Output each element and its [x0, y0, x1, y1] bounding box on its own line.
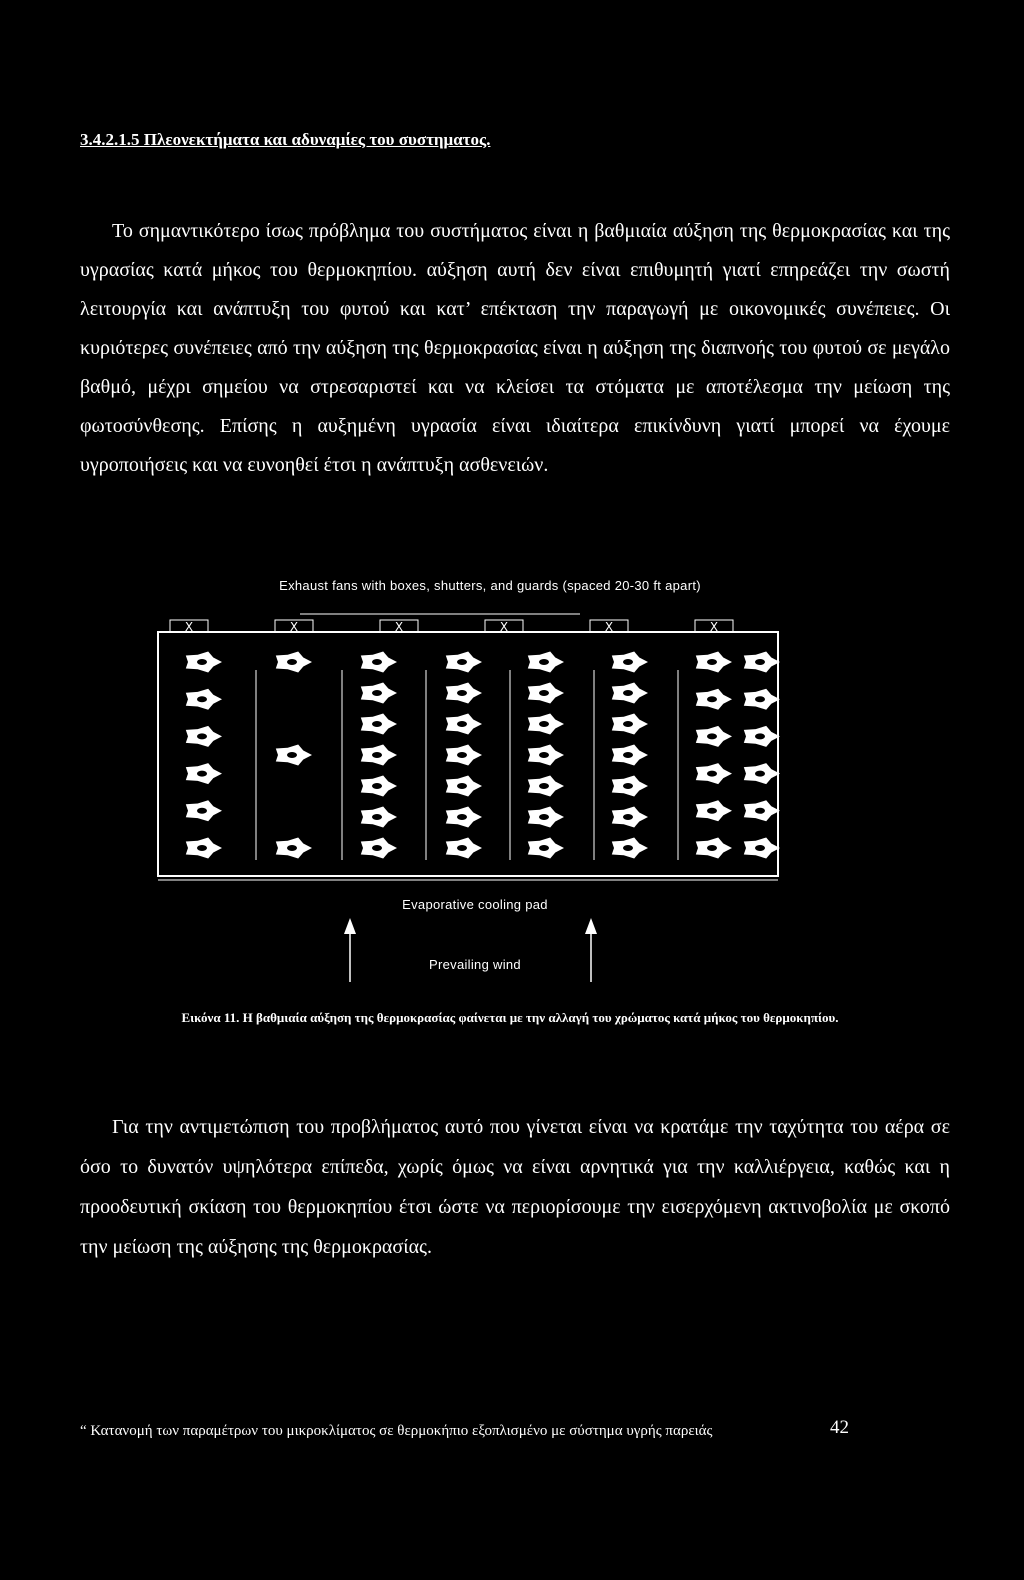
- greenhouse-figure: [150, 570, 800, 990]
- svg-text:X: X: [289, 620, 299, 634]
- plant-icon: [696, 726, 732, 747]
- plant-icon: [186, 652, 222, 673]
- plant-icon: [446, 807, 482, 828]
- page-number: 42: [830, 1417, 849, 1438]
- plant-icon: [361, 807, 397, 828]
- svg-text:X: X: [499, 620, 509, 634]
- plant-icon: [186, 726, 222, 747]
- plant-icon: [744, 800, 780, 821]
- figure-caption: Εικόνα 11. Η βαθμιαία αύξηση της θερμοκρασίας φαίνεται με την αλλαγή του χρώματος κατά μήκος του θερμοκηπίου.: [181, 1010, 839, 1025]
- plant-icon: [528, 745, 564, 766]
- plant-icon: [696, 800, 732, 821]
- plant-icon: [528, 838, 564, 859]
- plant-icon: [528, 652, 564, 673]
- paragraph-problem: Το σημαντικότερο ίσως πρόβλημα του συστήματος είναι η βαθμιαία αύξηση της θερμοκρασίας και της υγρασίας κατά μήκος του θερμοκηπίου. αύξηση αυτή δεν είναι επιθυμητή γιατί επηρεάζει την σωστή λειτουργία και ανάπτυξη του φυτού και κατ’ επέκταση την παραγωγή με οικονομικές συνέπειες. Οι κυριότερες συνέπειες από την αύξηση της θερμοκρασίας είναι η αύξηση της διαπνοής του φυτού σε μεγάλο βαθμό, μέχρι σημείου να στρεσαριστεί και να κλείσει τα στόματα με αποτέλεσμα την μείωση της φωτοσύνθεσης. Επίσης η αυξημένη υγρασία είναι ιδιαίτερα επικίνδυνη γιατί μπορεί να έχουμε υγροποιήσεις και να ευνοηθεί έτσι η ανάπτυξη ασθενειών.: [80, 220, 950, 476]
- plant-icon: [446, 838, 482, 859]
- cooling-pad-label: Evaporative cooling pad: [402, 897, 548, 912]
- plant-icon: [186, 689, 222, 710]
- fan-icon: [590, 620, 628, 634]
- plant-icon: [276, 652, 312, 673]
- plant-icon: [528, 714, 564, 735]
- plant-icon: [446, 683, 482, 704]
- plant-icon: [446, 652, 482, 673]
- plant-icon: [744, 763, 780, 784]
- plant-icon: [696, 838, 732, 859]
- svg-text:X: X: [184, 620, 194, 634]
- fan-icon: [485, 620, 523, 634]
- arrow-up-icon: [585, 918, 597, 982]
- plant-icon: [696, 689, 732, 710]
- plant-icon: [276, 745, 312, 766]
- plant-icon: [361, 714, 397, 735]
- plant-icon: [612, 714, 648, 735]
- plant-icon: [744, 689, 780, 710]
- plant-icon: [528, 683, 564, 704]
- exhaust-fans-label: Exhaust fans with boxes, shutters, and guards (spaced 20-30 ft apart): [279, 578, 701, 593]
- plant-icon: [186, 838, 222, 859]
- arrow-up-icon: [344, 918, 356, 982]
- plant-icon: [361, 776, 397, 797]
- plant-icon: [612, 745, 648, 766]
- paragraph-solution: Για την αντιμετώπιση του προβλήματος αυτό που γίνεται είναι να κρατάμε την ταχύτητα του αέρα σε όσο το δυνατόν υψηλότερα επίπεδα, χωρίς όμως να είναι αρνητικά για την καλλιέργεια, καθώς και η προοδευτική σκίαση του θερμοκηπίου έτσι ώστε να περιορίσουμε την εισερχόμενη ακτινοβολία με σκοπό την μείωση της αύξησης της θερμοκρασίας.: [80, 1116, 950, 1258]
- greenhouse-diagram: [150, 570, 800, 990]
- plant-icon: [446, 745, 482, 766]
- plant-icon: [186, 800, 222, 821]
- plant-icon: [744, 652, 780, 673]
- plant-icon: [612, 776, 648, 797]
- plant-icon: [612, 838, 648, 859]
- plant-icon: [528, 776, 564, 797]
- plant-icon: [612, 652, 648, 673]
- plant-icon: [446, 714, 482, 735]
- fan-icon: [380, 620, 418, 634]
- plant-icon: [696, 652, 732, 673]
- plant-icon: [744, 726, 780, 747]
- plant-icon: [361, 652, 397, 673]
- svg-text:X: X: [394, 620, 404, 634]
- plant-icon: [446, 776, 482, 797]
- footer-text: “ Κατανομή των παραμέτρων του μικροκλίματος σε θερμοκήπιο εξοπλισμένο με σύστημα υγρής παρειάς: [80, 1423, 713, 1439]
- fan-icon: [275, 620, 313, 634]
- svg-text:X: X: [709, 620, 719, 634]
- plant-icon: [612, 807, 648, 828]
- plant-icon: [744, 838, 780, 859]
- plants-group: [186, 652, 780, 859]
- plant-icon: [276, 838, 312, 859]
- plant-icon: [528, 807, 564, 828]
- svg-text:X: X: [604, 620, 614, 634]
- plant-icon: [361, 683, 397, 704]
- plant-icon: [696, 763, 732, 784]
- plant-icon: [186, 763, 222, 784]
- fan-icon: [170, 620, 208, 634]
- wind-label: Prevailing wind: [429, 957, 521, 972]
- plant-icon: [361, 745, 397, 766]
- plant-icon: [612, 683, 648, 704]
- section-heading: 3.4.2.1.5 Πλεονεκτήματα και αδυναμίες του συστηματος.: [80, 130, 491, 149]
- plant-icon: [361, 838, 397, 859]
- fan-icon: [695, 620, 733, 634]
